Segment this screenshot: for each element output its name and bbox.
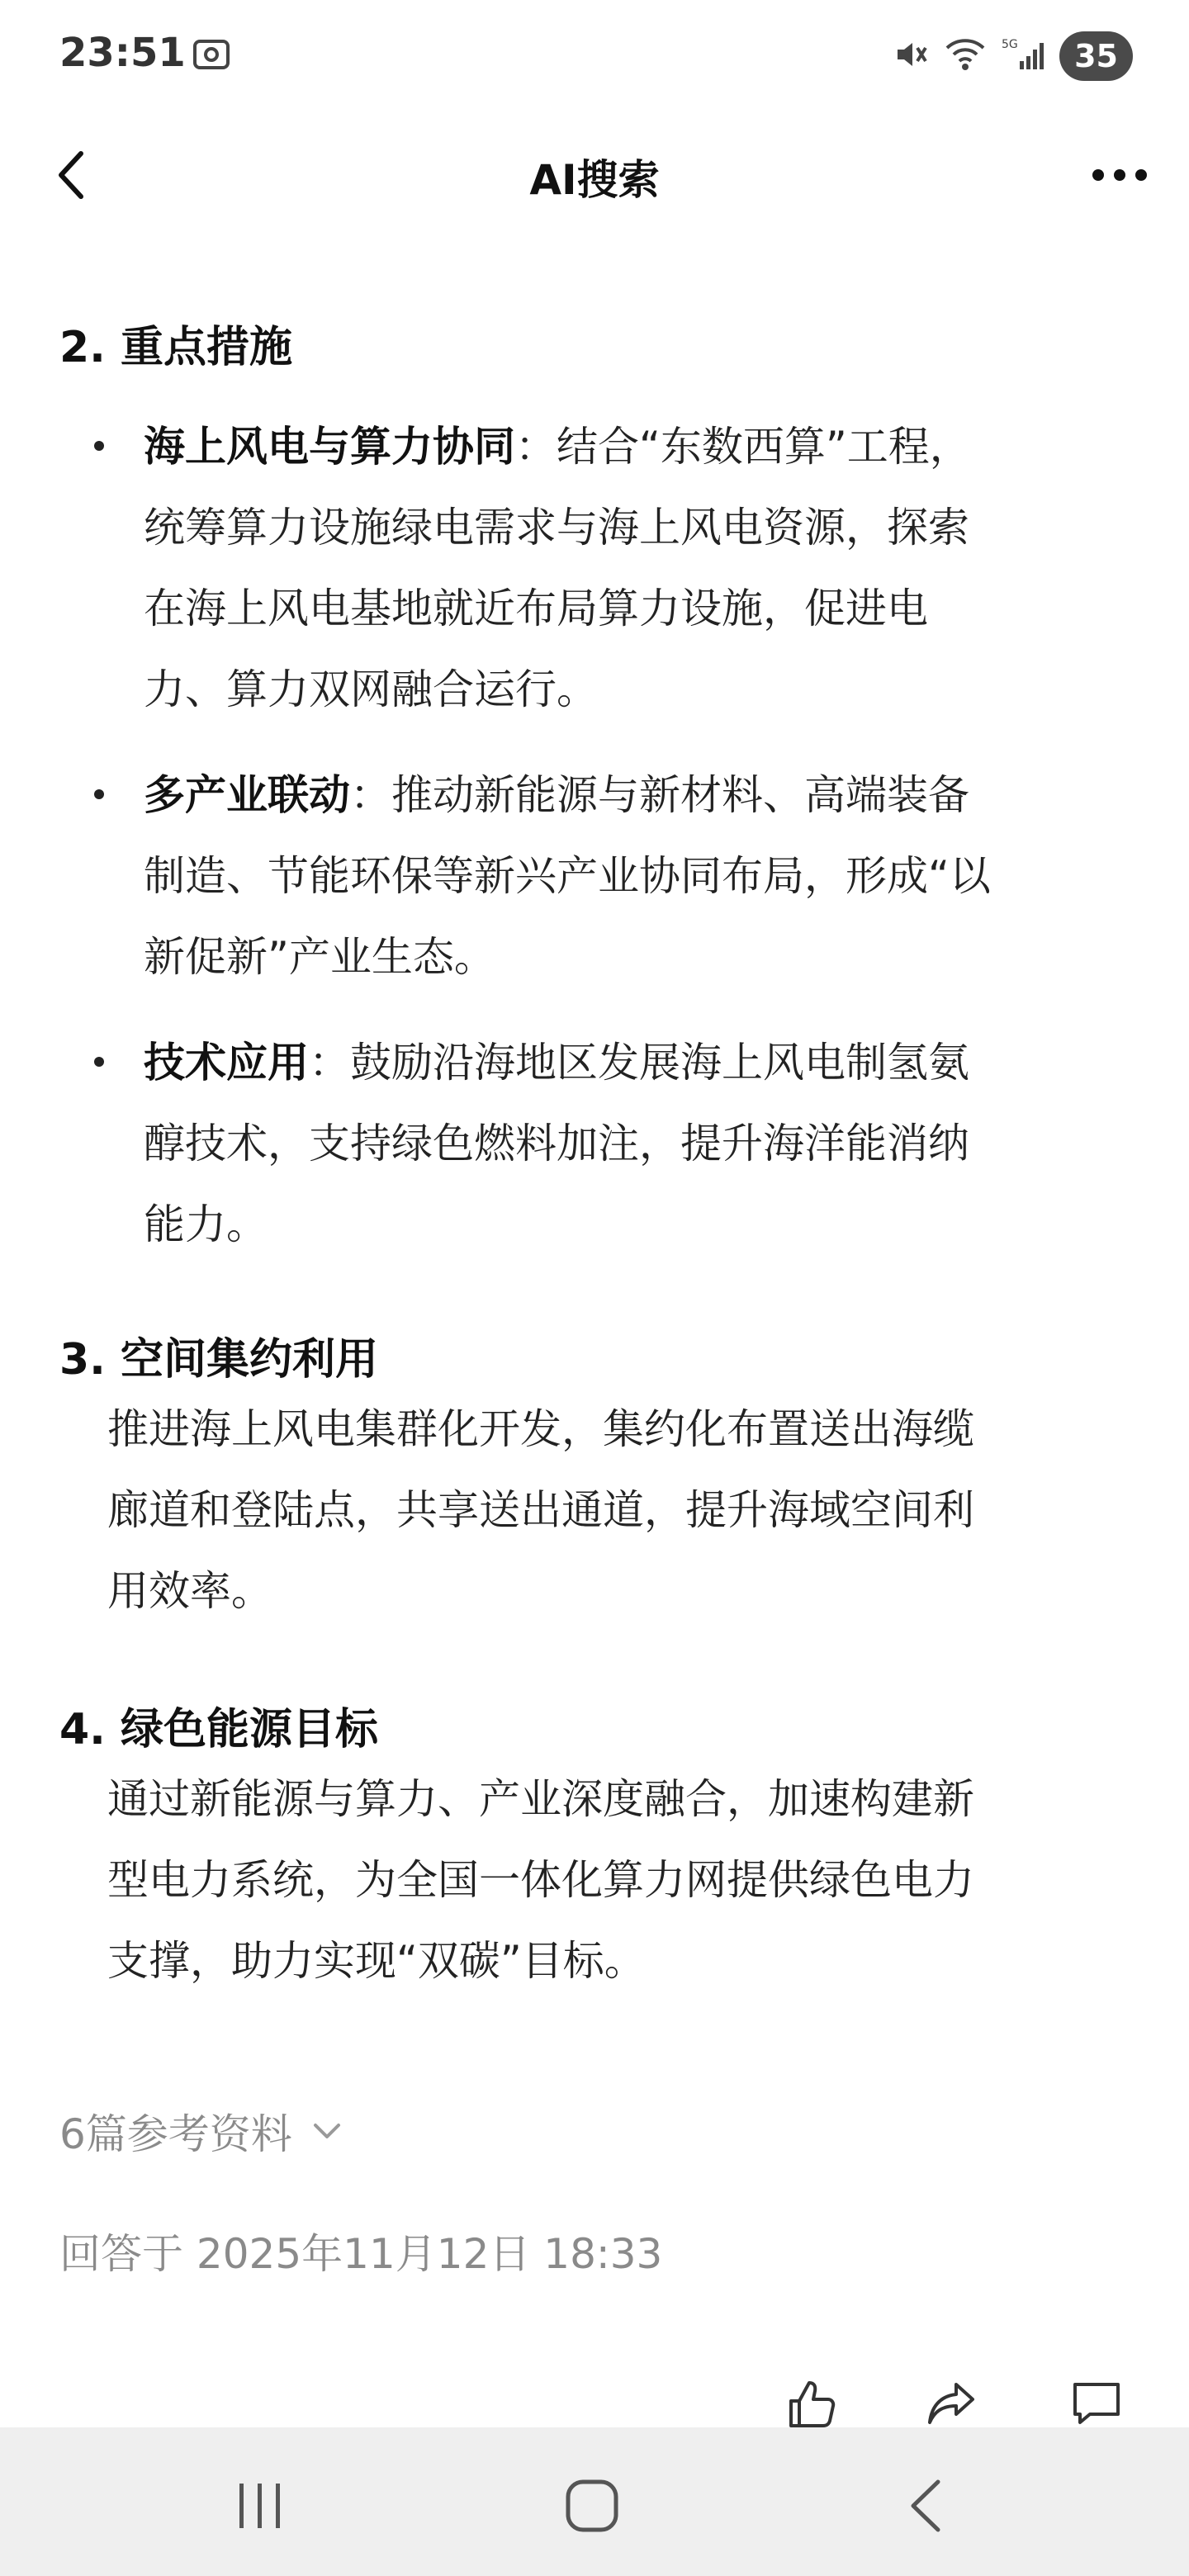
system-nav-bar <box>0 2427 1189 2576</box>
paragraph-line: 通过新能源与算力、产业深度融合，加速构建新 <box>107 1775 974 1823</box>
section-paragraph <box>107 1389 1131 1631</box>
battery-indicator: 35 <box>1059 31 1133 81</box>
list-item <box>101 406 1133 730</box>
comment-icon[interactable] <box>1070 2378 1123 2431</box>
paragraph-line: 廊道和登陆点，共享送出通道，提升海域空间利 <box>107 1486 974 1534</box>
status-bar <box>0 0 1189 107</box>
page-title: AI搜索 <box>529 156 660 204</box>
bullet-dot <box>94 441 104 451</box>
more-button[interactable] <box>1087 150 1153 200</box>
section-paragraph <box>107 1759 1131 2001</box>
bullet-dot <box>94 1057 104 1067</box>
bullet-label: 海上风电与算力协同 <box>144 423 515 471</box>
bullet-text: 统筹算力设施绿电需求与海上风电资源，探索 <box>144 504 969 552</box>
paragraph-line: 用效率。 <box>107 1567 272 1615</box>
bullet-text: 醇技术，支持绿色燃料加注，提升海洋能消纳 <box>144 1120 969 1167</box>
chevron-down-icon <box>309 2119 345 2143</box>
paragraph-line: 推进海上风电集群化开发，集约化布置送出海缆 <box>107 1405 974 1453</box>
section-heading: 2. 重点措施 <box>59 323 293 372</box>
paragraph-line: 型电力系统，为全国一体化算力网提供绿色电力 <box>107 1856 974 1904</box>
bullet-dot <box>94 789 104 799</box>
bullet-text: ：推动新能源与新材料、高端装备 <box>350 771 969 819</box>
bullet-text: 新促新”产业生态。 <box>144 933 495 981</box>
signal-5g-icon <box>1002 36 1045 76</box>
answered-timestamp: 回答于 2025年11月12日 18:33 <box>59 2230 663 2278</box>
bullet-text: 力、算力双网融合运行。 <box>144 665 598 713</box>
home-icon[interactable] <box>555 2477 629 2535</box>
references-toggle[interactable] <box>59 2101 345 2161</box>
back-icon[interactable] <box>892 2477 966 2535</box>
references-label: 6篇参考资料 <box>59 2110 292 2158</box>
list-item <box>101 1022 1133 1265</box>
bullet-text: 在海上风电基地就近布局算力设施，促进电 <box>144 585 928 632</box>
bullet-text: ：鼓励沿海地区发展海上风电制氢氨 <box>309 1039 969 1087</box>
section-heading: 4. 绿色能源目标 <box>59 1705 379 1754</box>
screen-record-icon <box>192 35 231 78</box>
bullet-label: 多产业联动 <box>144 771 350 819</box>
section-heading: 3. 空间集约利用 <box>59 1335 379 1385</box>
bullet-label: 技术应用 <box>144 1039 309 1087</box>
bullet-text: ：结合“东数西算”工程， <box>515 423 971 471</box>
list-item <box>101 755 1133 997</box>
thumbs-up-icon[interactable] <box>784 2378 837 2431</box>
share-icon[interactable] <box>925 2378 978 2431</box>
paragraph-line: 支撑，助力实现“双碳”目标。 <box>107 1937 646 1985</box>
wifi-icon <box>944 36 987 76</box>
svg-text:5G: 5G <box>1002 38 1018 51</box>
bullet-text: 能力。 <box>144 1200 268 1248</box>
nav-header <box>0 107 1189 239</box>
action-row <box>0 2378 1189 2427</box>
recent-apps-icon[interactable] <box>223 2477 297 2535</box>
mute-icon <box>893 36 929 76</box>
status-time: 23:51 <box>59 30 186 76</box>
more-dots-icon <box>1087 150 1153 200</box>
bullet-text: 制造、节能环保等新兴产业协同布局，形成“以 <box>144 852 991 900</box>
